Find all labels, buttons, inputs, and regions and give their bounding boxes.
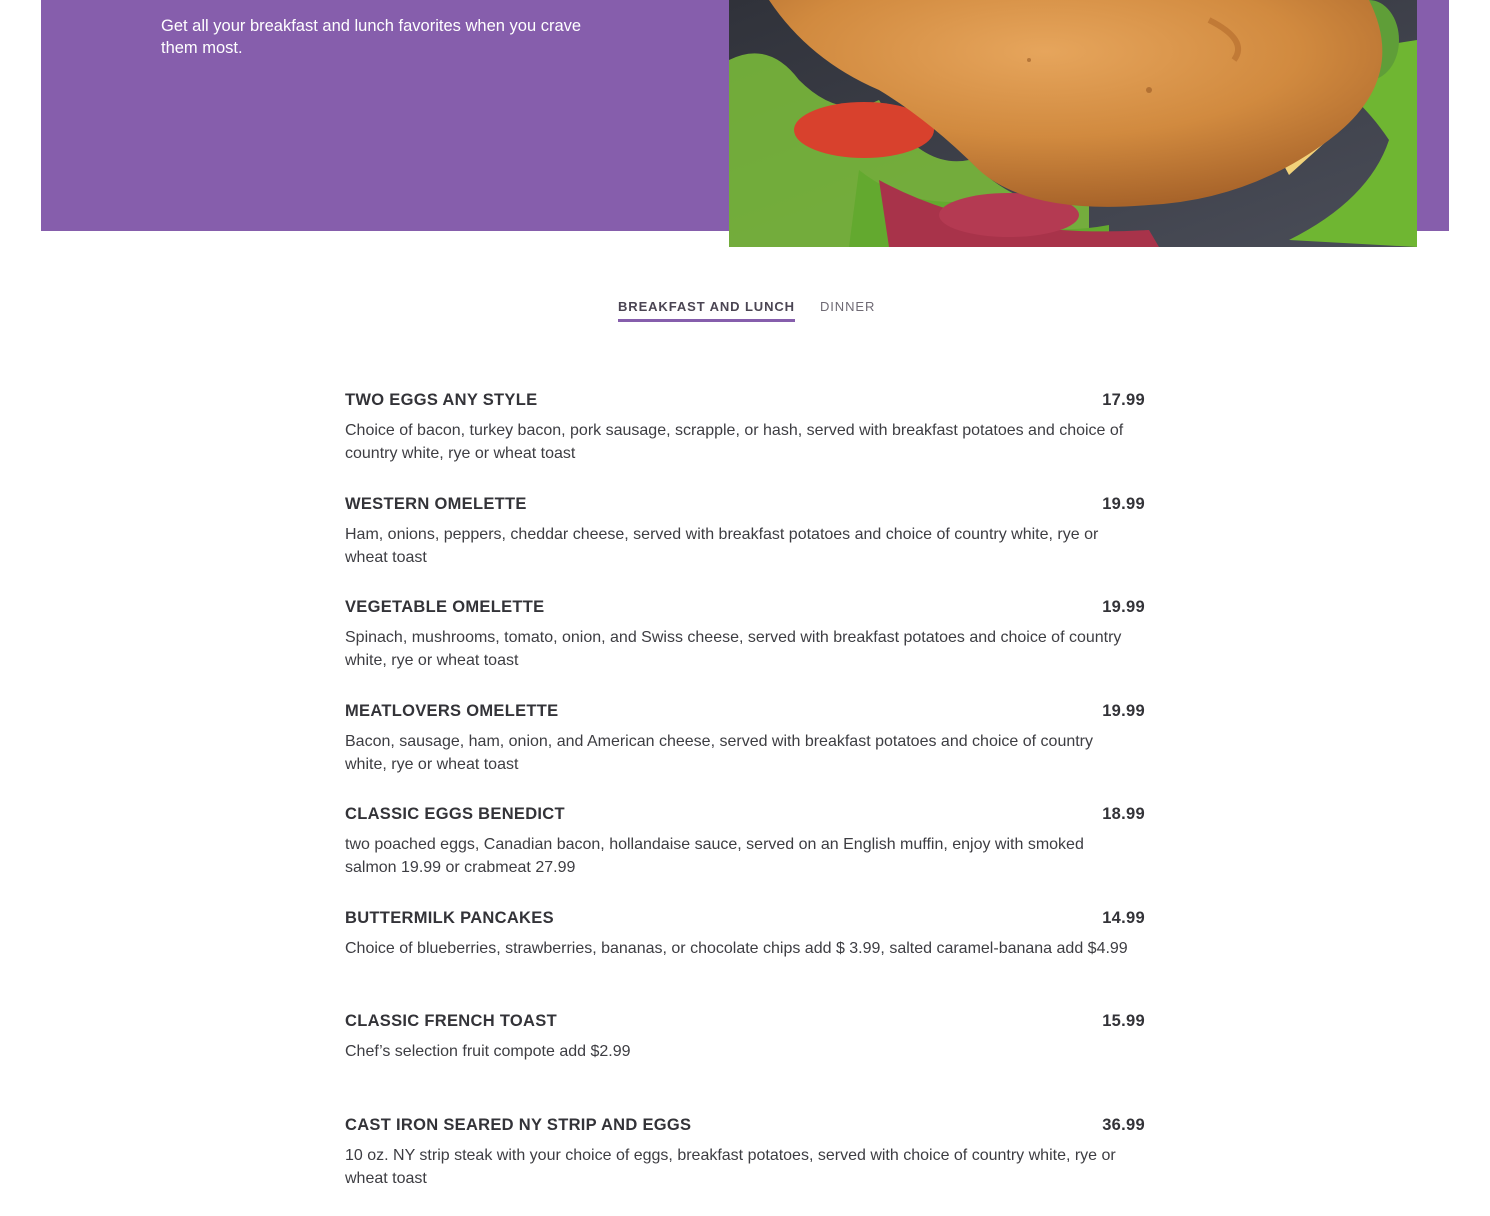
menu-item	[345, 1113, 1145, 1216]
menu-item-name: CAST IRON SEARED NY STRIP AND EGGS	[345, 1116, 691, 1135]
sandwich-photo-icon	[729, 0, 1417, 247]
menu-item-price: 18.99	[1102, 805, 1145, 824]
menu-item-name: CLASSIC EGGS BENEDICT	[345, 805, 565, 824]
menu-item-description: two poached eggs, Canadian bacon, hollandaise sauce, served on an English muffin, enjoy with smoked salmon 19.99 or crabmeat 27.99	[345, 833, 1145, 879]
menu-item-price: 19.99	[1102, 495, 1145, 514]
menu-item-description: 10 oz. NY strip steak with your choice of eggs, breakfast potatoes, served with choice of country white, rye or wheat toast	[345, 1144, 1145, 1190]
menu-item	[345, 906, 1145, 1010]
menu-item-price: 19.99	[1102, 598, 1145, 617]
menu-item-description: Spinach, mushrooms, tomato, onion, and Swiss cheese, served with breakfast potatoes and choice of country white, rye or wheat toast	[345, 626, 1145, 672]
menu-item-price: 36.99	[1102, 1116, 1145, 1135]
tab-breakfast-and-lunch[interactable]: BREAKFAST AND LUNCH	[618, 299, 795, 322]
menu-item	[345, 492, 1145, 596]
menu-item	[345, 1009, 1145, 1113]
menu-item-description: Chef’s selection fruit compote add $2.99	[345, 1040, 1145, 1063]
hero-subtitle: Get all your breakfast and lunch favorites when you crave them most.	[161, 15, 621, 60]
menu-item-price: 15.99	[1102, 1012, 1145, 1031]
menu-tabs	[0, 299, 1490, 325]
tab-dinner[interactable]: DINNER	[820, 299, 875, 319]
menu-item-description: Bacon, sausage, ham, onion, and American cheese, served with breakfast potatoes and choice of country white, rye or wheat toast	[345, 730, 1145, 776]
menu-item	[345, 595, 1145, 699]
menu-item-price: 14.99	[1102, 909, 1145, 928]
menu-item-name: VEGETABLE OMELETTE	[345, 598, 544, 617]
menu-item-description: Choice of bacon, turkey bacon, pork sausage, scrapple, or hash, served with breakfast potatoes and choice of country white, rye or wheat toast	[345, 419, 1145, 465]
menu-item-name: TWO EGGS ANY STYLE	[345, 391, 537, 410]
menu-item-name: BUTTERMILK PANCAKES	[345, 909, 554, 928]
menu-item-name: MEATLOVERS OMELETTE	[345, 702, 558, 721]
menu-list	[345, 388, 1145, 1216]
menu-item-description: Ham, onions, peppers, cheddar cheese, served with breakfast potatoes and choice of country white, rye or wheat toast	[345, 523, 1145, 569]
menu-item-price: 19.99	[1102, 702, 1145, 721]
menu-item-price: 17.99	[1102, 391, 1145, 410]
menu-item-name: WESTERN OMELETTE	[345, 495, 527, 514]
menu-item	[345, 388, 1145, 492]
menu-item-description: Choice of blueberries, strawberries, bananas, or chocolate chips add $ 3.99, salted caramel-banana add $4.99	[345, 937, 1145, 960]
menu-item-name: CLASSIC FRENCH TOAST	[345, 1012, 557, 1031]
menu-item	[345, 802, 1145, 906]
menu-item	[345, 699, 1145, 803]
